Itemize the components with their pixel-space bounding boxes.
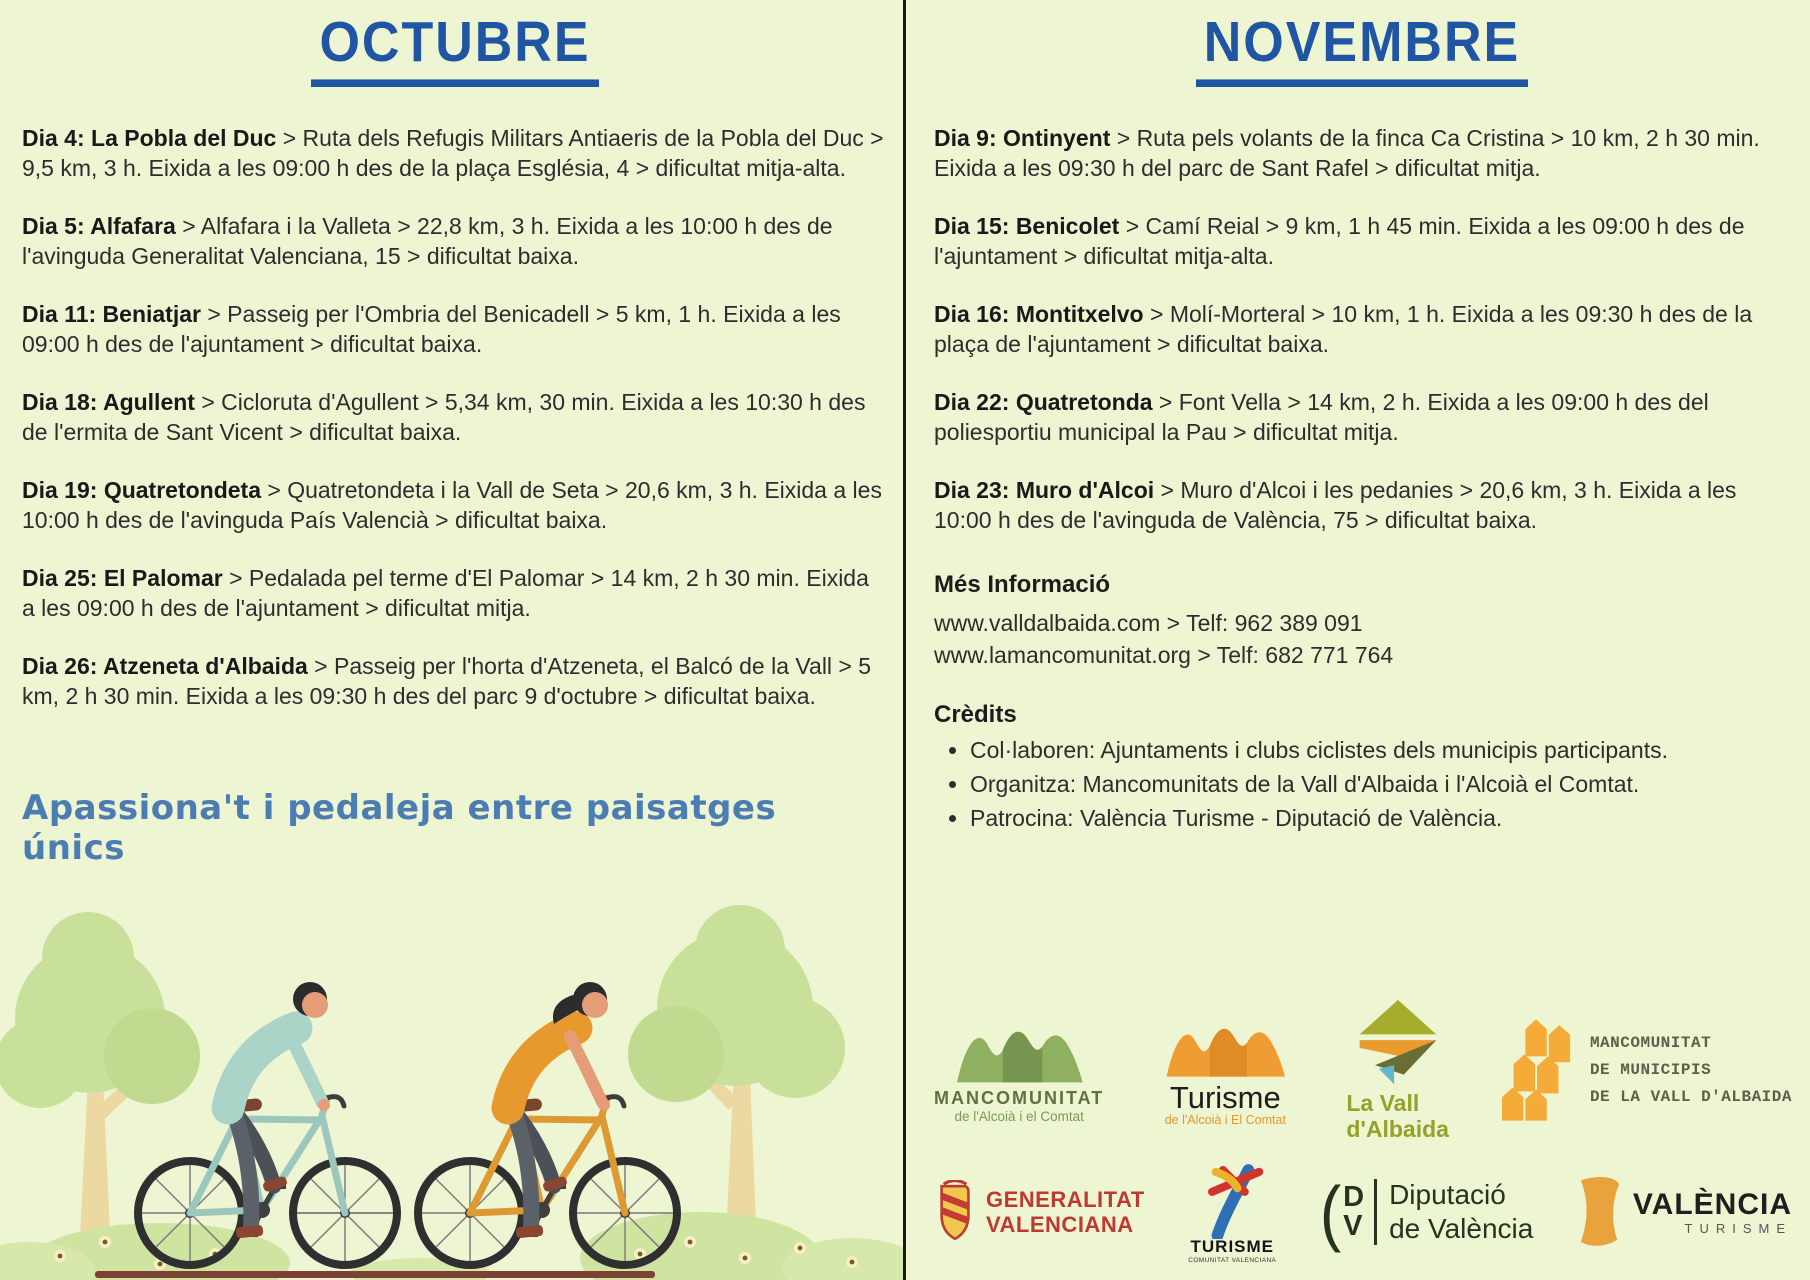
- logo-valencia-turisme: [1577, 1174, 1792, 1250]
- ground-strip: [95, 1271, 655, 1278]
- event-entry: Dia 26: Atzeneta d'Albaida > Passeig per l'horta d'Atzeneta, el Balcó de la Vall > 5 km, 2 h 30 min. Eixida a les 09:30 h des del parc 9 d'octubre > dificultat baixa.: [22, 653, 872, 709]
- diamond-icon: [1350, 998, 1446, 1090]
- novembre-column: [934, 0, 1790, 837]
- event-entry: Dia 19: Quatretondeta > Quatretondeta i la Vall de Seta > 20,6 km, 3 h. Eixida a les 10:00 h des de l'avinguda País Valencià > dificultat baixa.: [22, 477, 882, 533]
- column-divider: [903, 0, 906, 1280]
- palm-icon: [1189, 1161, 1275, 1239]
- more-info-line-1: www.valldalbaida.com > Telf: 962 389 091: [934, 610, 1363, 636]
- more-info-line-2: www.lamancomunitat.org > Telf: 682 771 764: [934, 642, 1394, 668]
- more-info-heading: Més Informació: [934, 571, 1111, 598]
- orange-houses-icon: [1500, 1017, 1576, 1123]
- logo-mancomunitat-vall-text: MANCOMUNITAT DE MUNICIPIS DE LA VALL D'ALBAIDA: [1589, 1033, 1792, 1106]
- logo-generalitat-text: GENERALITAT VALENCIANA: [986, 1187, 1145, 1237]
- logo-mancomunitat-alcoia: MANCOMUNITAT de l'Alcoià i el Comtat: [934, 1016, 1104, 1124]
- event-entry: Dia 11: Beniatjar > Passeig per l'Ombria del Benicadell > 5 km, 1 h. Eixida a les 09:00 h des de l'ajuntament > dificultat baixa.: [22, 301, 841, 357]
- event-entry: Dia 9: Ontinyent > Ruta pels volants de la finca Ca Cristina > 10 km, 2 h 30 min. Eixida a les 09:30 h del parc de Sant Rafel > dificultat mitja.: [934, 125, 1760, 181]
- orange-wedge-icon: [1577, 1174, 1623, 1250]
- logo-la-vall-dalbaida: La Vall d'Albaida: [1346, 998, 1449, 1142]
- novembre-title: [934, 11, 1790, 87]
- logo-row-1: [934, 992, 1792, 1148]
- credits-list: [934, 735, 1790, 834]
- credits-item: • Patrocina: València Turisme - Diputació de València.: [970, 803, 1790, 834]
- event-entry: Dia 16: Montitxelvo > Molí-Morteral > 10 km, 1 h. Eixida a les 09:30 h des de la plaça de l'ajuntament > dificultat baixa.: [934, 301, 1753, 357]
- novembre-title-text: NOVEMBRE: [1196, 10, 1528, 87]
- event-entry: Dia 18: Agullent > Cicloruta d'Agullent > 5,34 km, 30 min. Eixida a les 10:30 h des de l'ermita de Sant Vicent > dificultat baixa.: [22, 389, 866, 445]
- credits-heading: Crèdits: [934, 701, 1017, 728]
- octubre-title: [22, 11, 888, 87]
- logo-row-2: [934, 1160, 1792, 1264]
- event-entry: Dia 15: Benicolet > Camí Reial > 9 km, 1 h 45 min. Eixida a les 09:00 h des de l'ajuntament > dificultat mitja-alta.: [934, 213, 1745, 269]
- logo-turisme-comunitat-valenciana: TURISME COMUNITAT VALENCIANA: [1188, 1161, 1276, 1264]
- novembre-events: [934, 123, 1790, 535]
- octubre-column: [22, 0, 888, 739]
- dv-divider: [1374, 1179, 1377, 1245]
- event-entry: Dia 25: El Palomar > Pedalada pel terme d'El Palomar > 14 km, 2 h 30 min. Eixida a les 09:00 h des de l'ajuntament > dificultat mitja.: [22, 565, 869, 621]
- credits-item: • Organitza: Mancomunitats de la Vall d'Albaida i l'Alcoià el Comtat.: [970, 769, 1790, 800]
- credits-item: • Col·laboren: Ajuntaments i clubs ciclistes dels municipis participants.: [970, 735, 1790, 766]
- shield-icon: [934, 1180, 976, 1244]
- logo-generalitat-valenciana: [934, 1180, 1145, 1244]
- event-entry: Dia 4: La Pobla del Duc > Ruta dels Refugis Militars Antiaeris de la Pobla del Duc > 9,5 km, 3 h. Eixida a les 09:00 h des de la plaça Església, 4 > dificultat mitja-alta.: [22, 125, 884, 181]
- event-entry: Dia 22: Quatretonda > Font Vella > 14 km, 2 h. Eixida a les 09:00 h des del poliesportiu municipal la Pau > dificultat mitja.: [934, 389, 1709, 445]
- event-entry: Dia 5: Alfafara > Alfafara i la Valleta > 22,8 km, 3 h. Eixida a les 10:00 h des de l'avinguda Generalitat Valenciana, 15 > dificultat baixa.: [22, 213, 833, 269]
- logo-turisme-alcoia: Turisme de l'Alcoià i El Comtat: [1155, 1014, 1295, 1127]
- logo-mancomunitat-vall-albaida: [1500, 1017, 1792, 1123]
- tree-left: [0, 912, 200, 1276]
- green-mountains-icon: [946, 1016, 1092, 1086]
- event-entry: Dia 23: Muro d'Alcoi > Muro d'Alcoi i les pedanies > 20,6 km, 3 h. Eixida a les 10:00 h des de l'avinguda de València, 75 > dificultat baixa.: [934, 477, 1737, 533]
- slogan-text: Apassiona't i pedaleja entre paisatges únics: [22, 788, 777, 868]
- dv-letters: D V: [1343, 1181, 1365, 1242]
- valencia-turisme-text: VALÈNCIA TURISME: [1632, 1188, 1792, 1236]
- orange-mountains-icon: [1155, 1014, 1295, 1080]
- logo-diputacio-valencia: [1319, 1170, 1534, 1254]
- dv-paren-glyph: (: [1319, 1170, 1342, 1254]
- diputacio-text: Diputació de València: [1389, 1179, 1534, 1244]
- cyclists-illustration: [0, 858, 903, 1280]
- octubre-events: [22, 123, 888, 711]
- octubre-title-text: OCTUBRE: [311, 10, 598, 87]
